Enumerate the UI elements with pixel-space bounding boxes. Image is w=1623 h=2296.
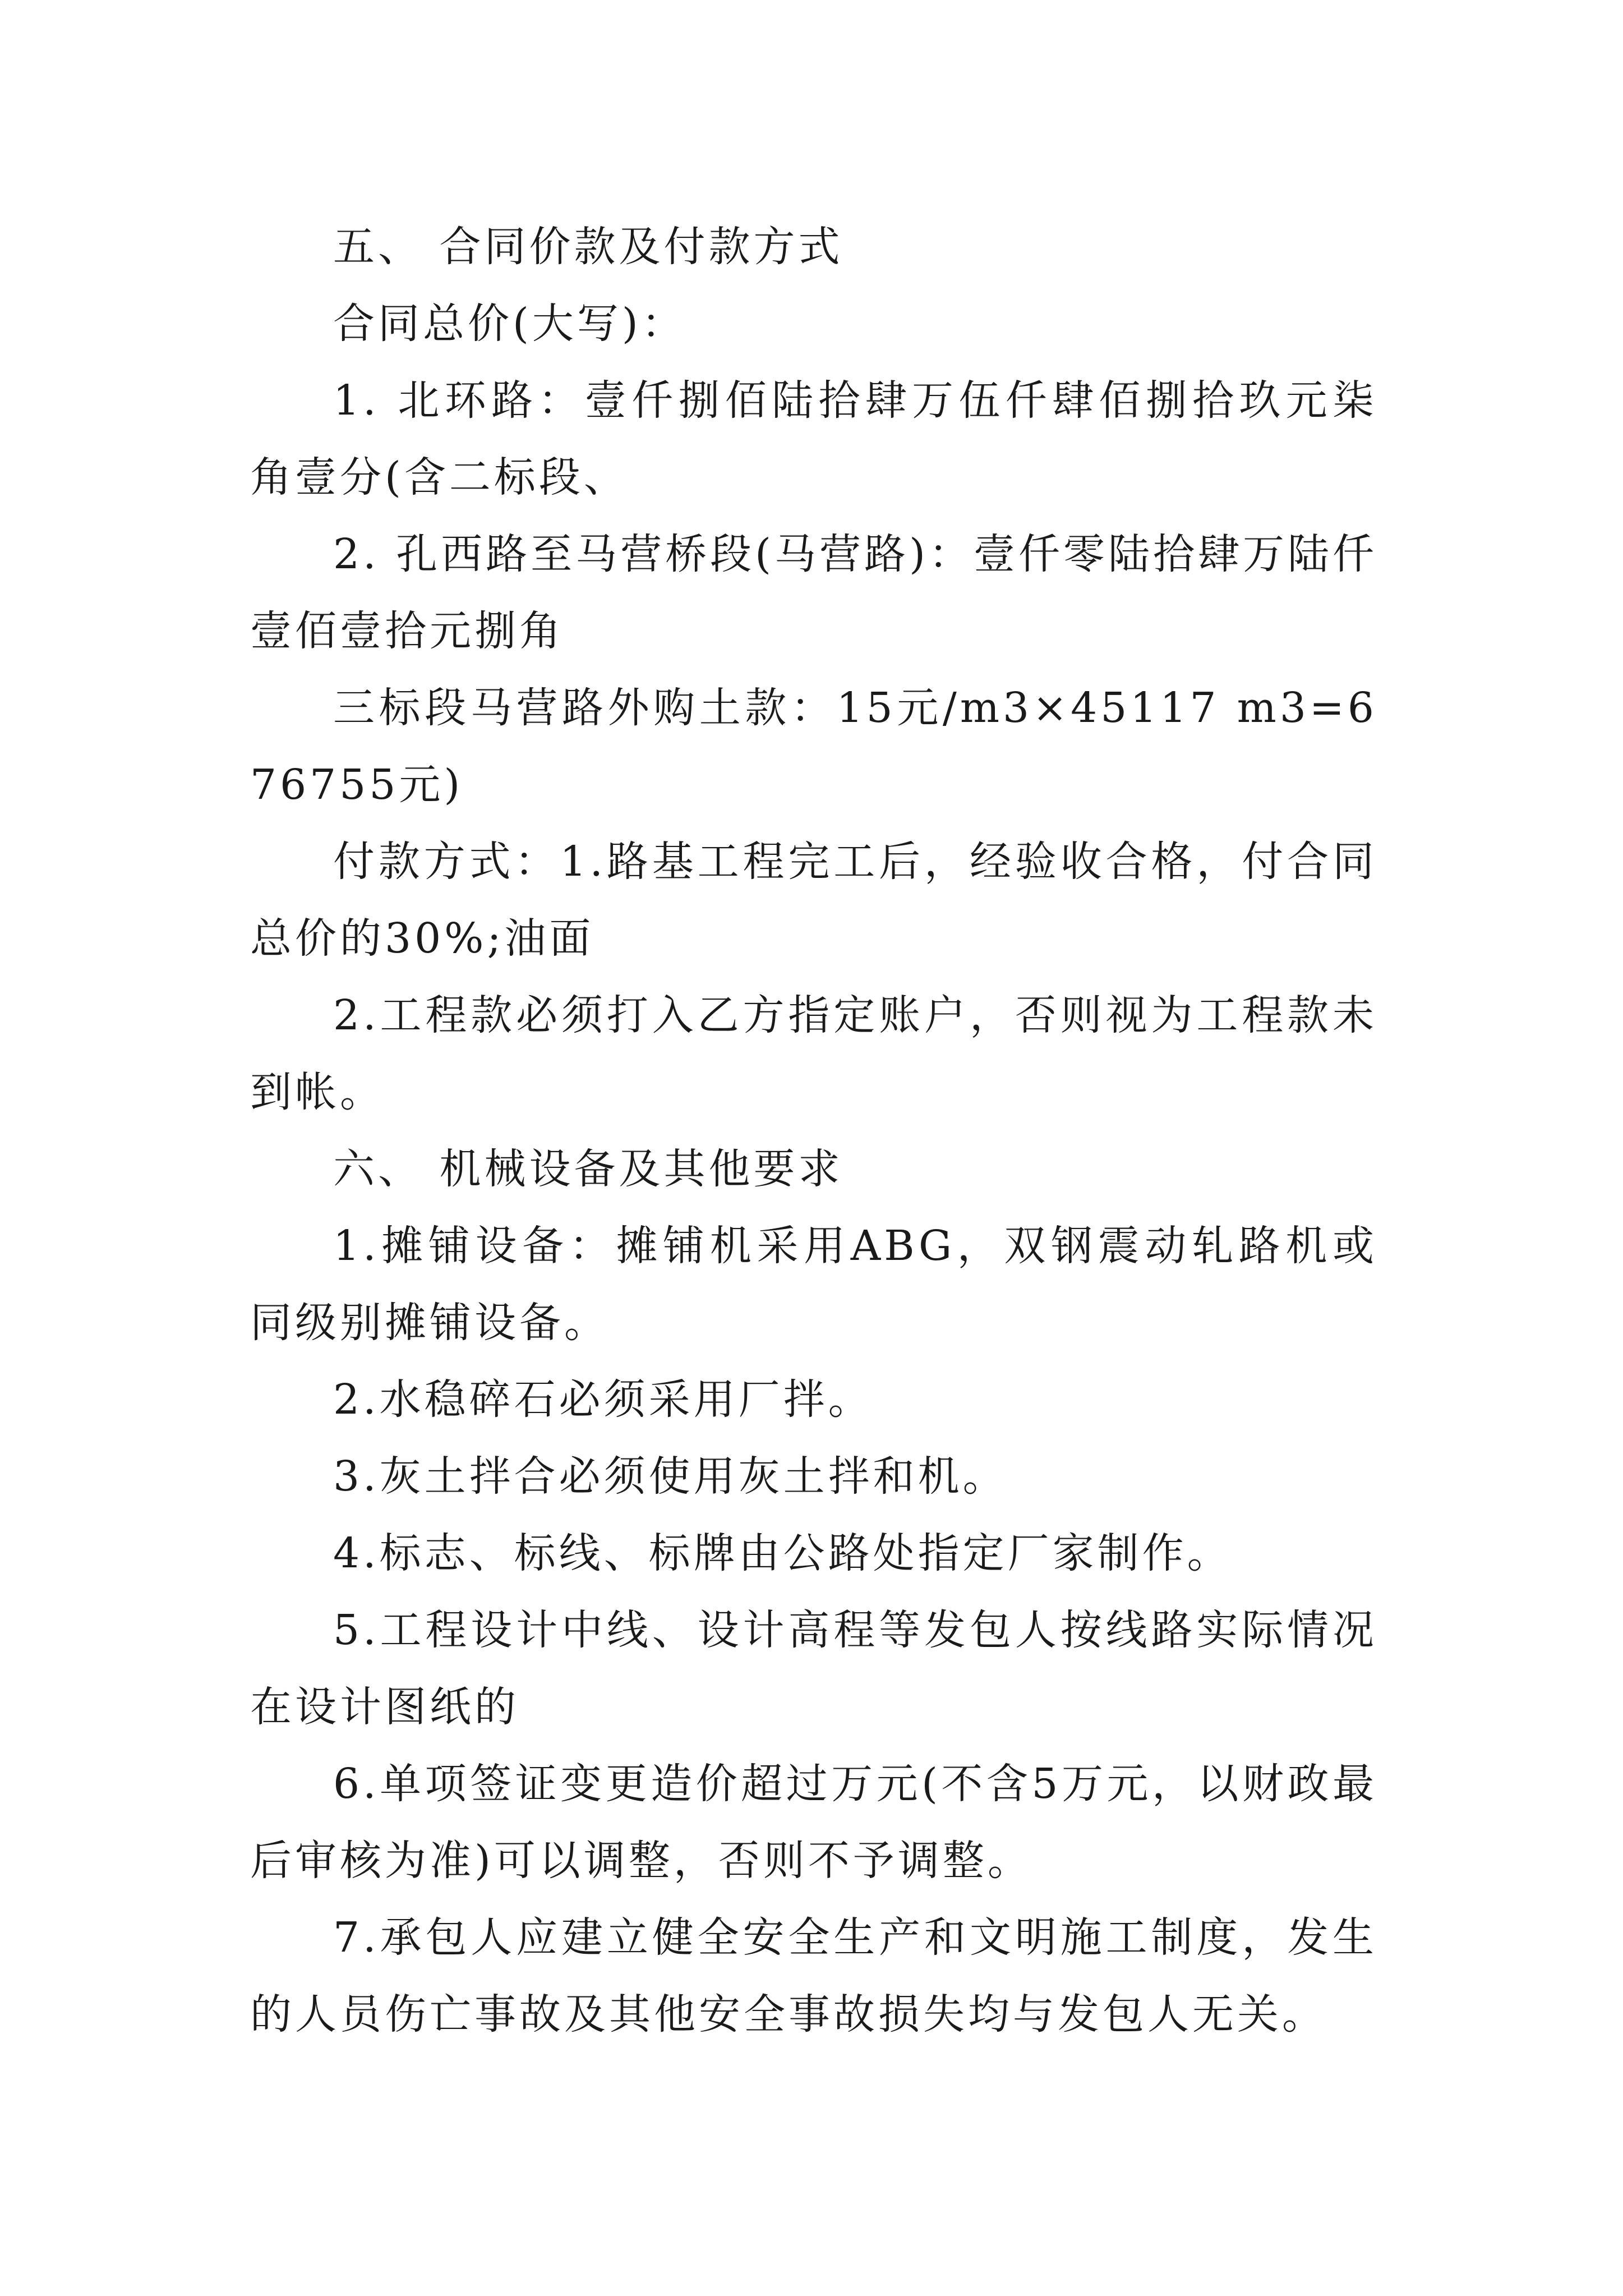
- section-heading-5: 五、 合同价款及付款方式: [333, 223, 843, 271]
- price-item-1: 1. 北环路：壹仟捌佰陆拾肆万伍仟肆佰捌拾玖元柒角壹分(含二标段、: [250, 376, 1377, 501]
- payment-method-1: 付款方式：1.路基工程完工后，经验收合格，付合同总价的30%;油面: [250, 838, 1377, 963]
- price-item-2: 2. 孔西路至马营桥段(马营路)：壹仟零陆拾肆万陆仟壹佰壹拾元捌角: [250, 530, 1377, 655]
- requirement-item-7: 7.承包人应建立健全安全生产和文明施工制度，发生的人员伤亡事故及其他安全事故损失均与发包人无关。: [250, 1913, 1377, 2039]
- contract-total-label: 合同总价(大写)：: [333, 300, 686, 348]
- payment-method-2: 2.工程款必须打入乙方指定账户，否则视为工程款未到帐。: [250, 991, 1377, 1116]
- requirement-item-6: 6.单项签证变更造价超过万元(不含5万元，以财政最后审核为准)可以调整，否则不予调整。: [250, 1760, 1377, 1885]
- soil-purchase-price: 三标段马营路外购土款：15元/m3×45117 m3=676755元): [250, 684, 1377, 809]
- document-body: [250, 209, 1377, 2053]
- requirement-item-5: 5.工程设计中线、设计高程等发包人按线路实际情况在设计图纸的: [250, 1606, 1377, 1731]
- requirement-item-2: 2.水稳碎石必须采用厂拌。: [333, 1375, 873, 1424]
- requirement-item-1: 1.摊铺设备：摊铺机采用ABG，双钢震动轧路机或同级别摊铺设备。: [250, 1222, 1377, 1347]
- requirement-item-4: 4.标志、标线、标牌由公路处指定厂家制作。: [333, 1529, 1232, 1577]
- requirement-item-3: 3.灰土拌合必须使用灰土拌和机。: [333, 1452, 1008, 1501]
- section-heading-6: 六、 机械设备及其他要求: [333, 1145, 843, 1193]
